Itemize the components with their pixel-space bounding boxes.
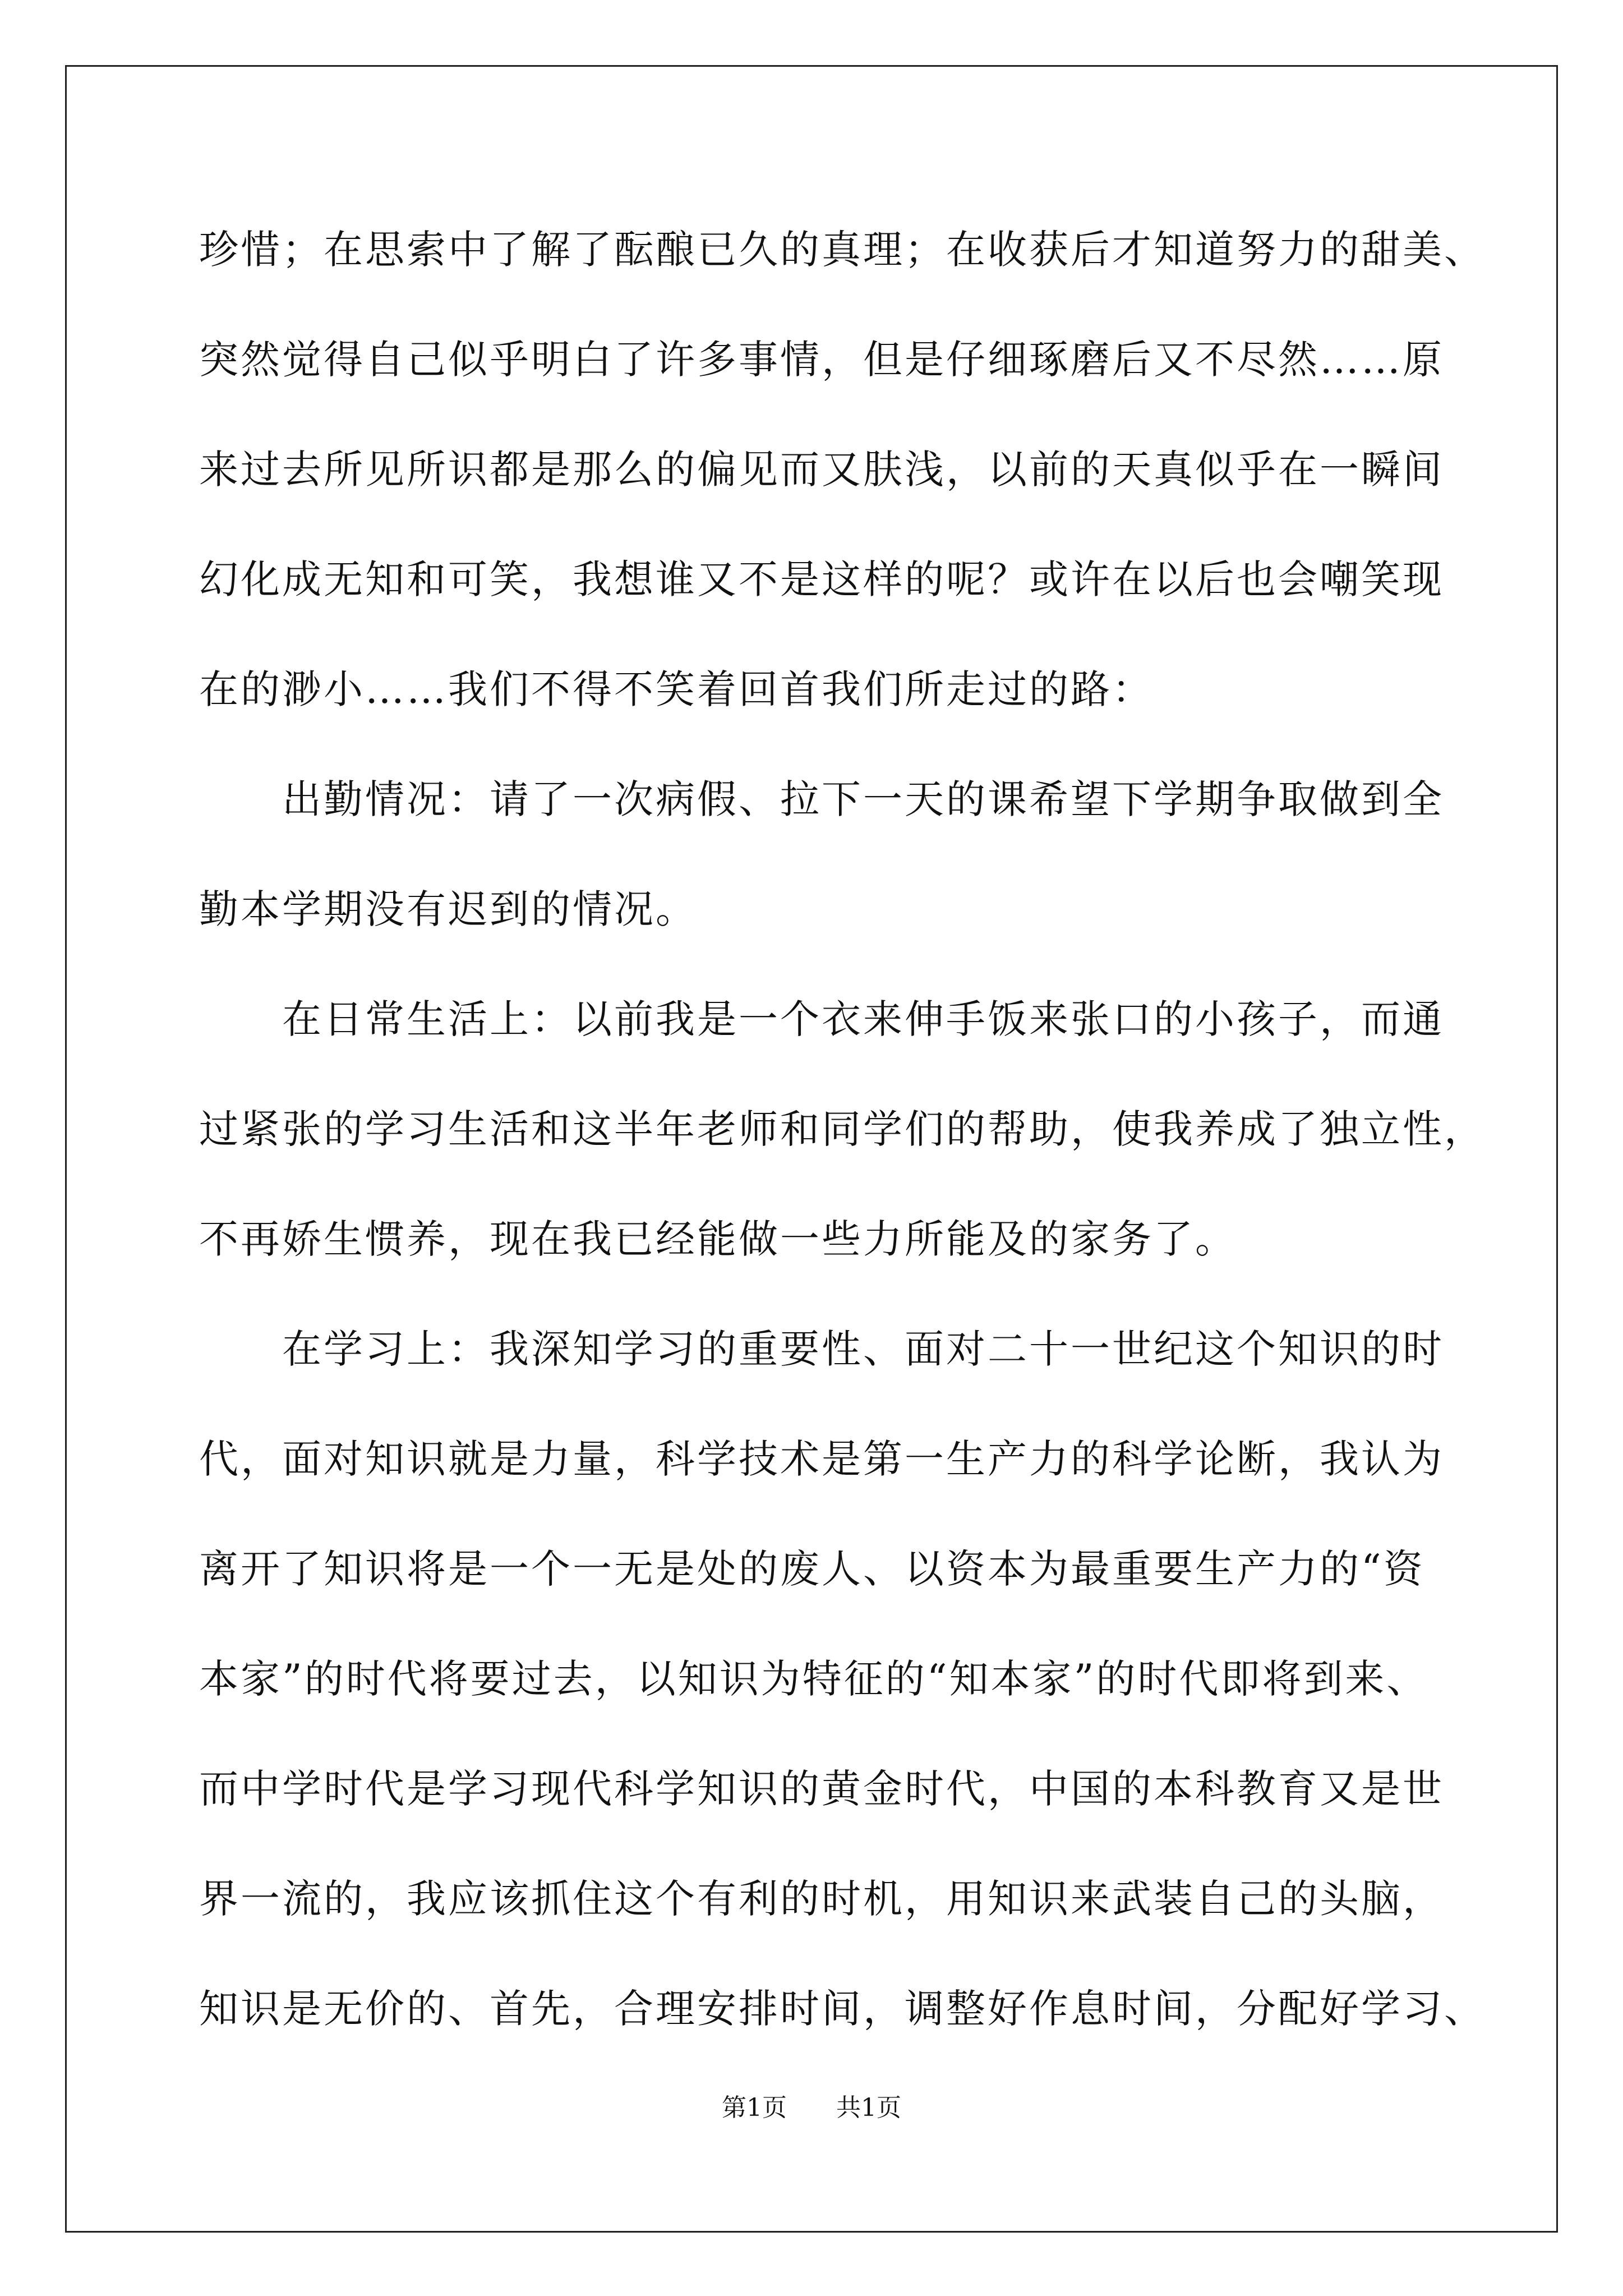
document-body: [199, 208, 1486, 2077]
text-line: 而中学时代是学习现代科学知识的黄金时代，中国的本科教育又是世: [199, 1766, 1444, 1812]
text-line: 勤本学期没有迟到的情况。: [199, 886, 697, 932]
text-line: 来过去所见所识都是那么的偏见而又肤浅，以前的天真似乎在一瞬间: [199, 447, 1444, 493]
text-line: 过紧张的学习生活和这半年老师和同学们的帮助，使我养成了独立性，: [199, 1106, 1486, 1152]
text-line: 幻化成无知和可笑，我想谁又不是这样的呢？或许在以后也会嘲笑现: [199, 556, 1444, 602]
text-line: 代，面对知识就是力量，科学技术是第一生产力的科学论断，我认为: [199, 1436, 1444, 1482]
paragraph-start-line: 在学习上：我深知学习的重要性、面对二十一世纪这个知识的时: [282, 1326, 1444, 1372]
page-footer: [0, 2091, 1623, 2125]
text-line: 不再娇生惯养，现在我已经能做一些力所能及的家务了。: [199, 1216, 1237, 1262]
text-line: 珍惜；在思索中了解了酝酿已久的真理；在收获后才知道努力的甜美、: [199, 227, 1486, 273]
page-number: 第1页: [722, 2093, 787, 2122]
text-line: 知识是无价的、首先，合理安排时间，调整好作息时间，分配好学习、: [199, 1986, 1486, 2032]
paragraph-start-line: 在日常生活上：以前我是一个衣来伸手饭来张口的小孩子，而通: [282, 996, 1444, 1042]
text-line: 突然觉得自己似乎明白了许多事情，但是仔细琢磨后又不尽然……原: [199, 337, 1444, 383]
text-line: 本家”的时代将要过去，以知识为特征的“知本家”的时代即将到来、: [199, 1656, 1428, 1702]
paragraph-start-line: 出勤情况：请了一次病假、拉下一天的课希望下学期争取做到全: [282, 776, 1444, 822]
text-line: 在的渺小……我们不得不笑着回首我们所走过的路：: [199, 666, 1154, 712]
page-total: 共1页: [836, 2093, 901, 2122]
text-line: 界一流的，我应该抓住这个有利的时机，用知识来武装自己的头脑，: [199, 1876, 1444, 1922]
text-line: 离开了知识将是一个一无是处的废人、以资本为最重要生产力的“资: [199, 1546, 1425, 1592]
